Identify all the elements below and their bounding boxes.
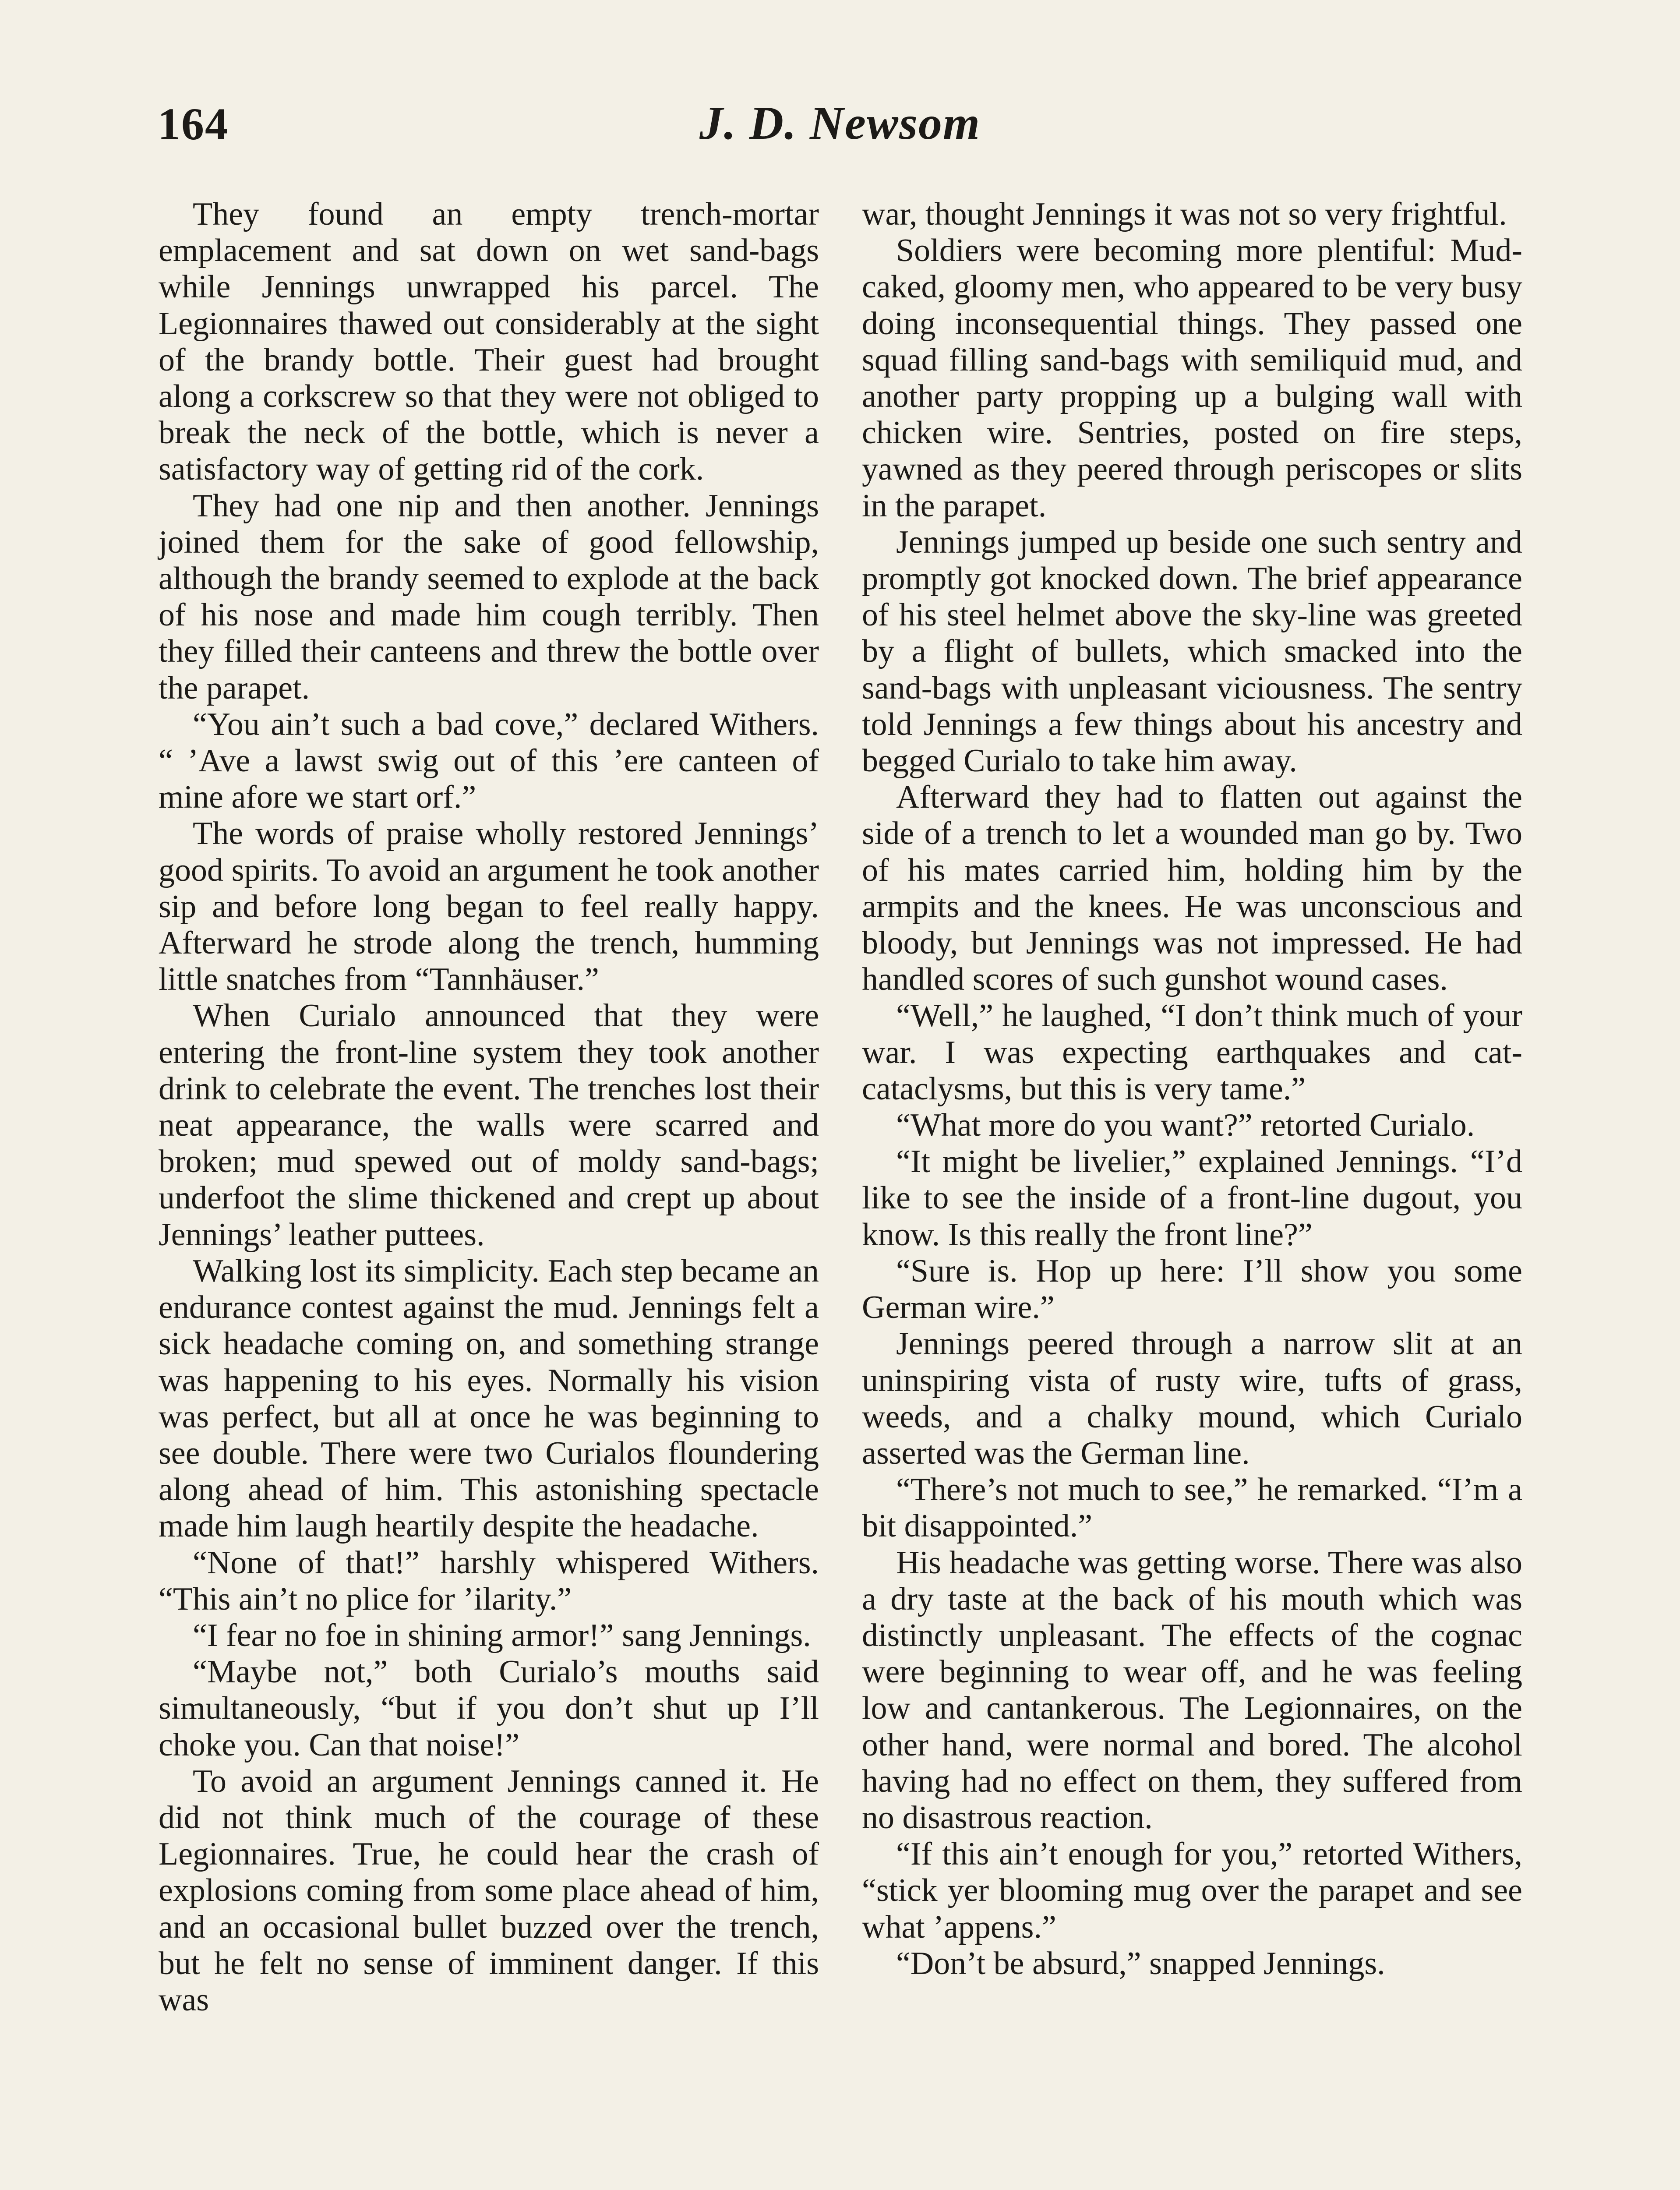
paragraph: The words of praise wholly restored Jennings’ good spirits. To avoid an argument he took another sip and before long began to feel really happy. Afterward he strode along the trench, humming little snatches from “Tannhäuser.” <box>159 816 819 998</box>
paragraph: Jennings jumped up beside one such sentry and promptly got knocked down. The brief appearance of his steel helmet above the sky-line was greeted by a flight of bullets, which smacked into the sand-bags with unpleasant viciousness. The sentry told Jennings a few things about his ancestry and begged Curialo to take him away. <box>862 524 1522 779</box>
paragraph-continued: war, thought Jennings it was not so very frightful. <box>862 196 1507 232</box>
paragraph: “I fear no foe in shining armor!” sang Jennings. <box>193 1617 811 1653</box>
paragraph: “None of that!” harshly whispered Withers. “This ain’t no plice for ’ilarity.” <box>159 1544 819 1617</box>
paragraph: “You ain’t such a bad cove,” declared Withers. “ ’Ave a lawst swig out of this ’ere canteen of mine afore we start orf.” <box>159 706 819 816</box>
paragraph: Afterward they had to flatten out against the side of a trench to let a wounded man go by. Two of his mates carried him, holding him by the armpits and the knees. He was unconscious and bloody, but Jennings was not impressed. He had handled scores of such gunshot wound cases. <box>862 779 1522 998</box>
paragraph: Walking lost its simplicity. Each step became an endurance contest against the mud. Jennings felt a sick headache coming on, and something strange was happening to his eyes. Normally his vision was perfect, but all at once he was beginning to see double. There were two Curialos floundering along ahead of him. This astonishing spectacle made him laugh heartily despite the headache. <box>159 1253 819 1544</box>
paragraph: “It might be livelier,” explained Jennings. “I’d like to see the inside of a front-line dugout, you know. Is this really the front line?” <box>862 1144 1522 1253</box>
paragraph: “If this ain’t enough for you,” retorted Withers, “stick yer blooming mug over the parapet and see what ’appens.” <box>862 1836 1522 1945</box>
page-number: 164 <box>158 99 229 149</box>
paragraph: “Don’t be absurd,” snapped Jennings. <box>896 1945 1385 1982</box>
paragraph: They had one nip and then another. Jennings joined them for the sake of good fellowship, although the brandy seemed to explode at the back of his nose and made him cough terribly. Then they filled their canteens and threw the bottle over the parapet. <box>159 487 819 706</box>
paragraph: To avoid an argument Jennings canned it. He did not think much of the courage of these Legionnaires. True, he could hear the crash of explosions coming from some place ahead of him, and an occasional bullet buzzed over the trench, but he felt no sense of imminent danger. If this was <box>159 1763 819 2018</box>
page-header <box>0 0 1680 184</box>
paragraph: “Maybe not,” both Curialo’s mouths said simultaneously, “but if you don’t shut up I’ll choke you. Can that noise!” <box>159 1654 819 1763</box>
text-column-left <box>159 196 819 2018</box>
paragraph: Jennings peered through a narrow slit at an uninspiring vista of rusty wire, tufts of grass, weeds, and a chalky mound, which Curialo asserted was the German line. <box>862 1326 1522 1471</box>
paragraph: His headache was getting worse. There was also a dry taste at the back of his mouth which was distinctly unpleasant. The effects of the cognac were beginning to wear off, and he was feeling low and cantankerous. The Legionnaires, on the other hand, were normal and bored. The alcohol having had no effect on them, they suffered from no disastrous reaction. <box>862 1544 1522 1836</box>
running-head-author: J. D. Newsom <box>699 97 981 149</box>
paragraph: They found an empty trench-mortar emplacement and sat down on wet sand-bags while Jennings unwrapped his parcel. The Legionnaires thawed out considerably at the sight of the brandy bottle. Their guest had brought along a corkscrew so that they were not obliged to break the neck of the bottle, which is never a satisfactory way of getting rid of the cork. <box>159 196 819 487</box>
paragraph: “Sure is. Hop up here: I’ll show you some German wire.” <box>862 1253 1522 1326</box>
paragraph: When Curialo announced that they were entering the front-line system they took another drink to celebrate the event. The trenches lost their neat appearance, the walls were scarred and broken; mud spewed out of moldy sand-bags; underfoot the slime thickened and crept up about Jennings’ leather puttees. <box>159 998 819 1253</box>
paragraph: “Well,” he laughed, “I don’t think much of your war. I was expecting earthquakes and cat-cataclysms, but this is very tame.” <box>862 998 1522 1107</box>
paragraph: “There’s not much to see,” he remarked. “I’m a bit disappointed.” <box>862 1472 1522 1544</box>
text-column-right <box>862 196 1522 1982</box>
paragraph: “What more do you want?” retorted Curialo. <box>896 1107 1475 1144</box>
paragraph: Soldiers were becoming more plentiful: Mud-caked, gloomy men, who appeared to be very busy doing inconsequential things. They passed one squad filling sand-bags with semiliquid mud, and another party propping up a bulging wall with chicken wire. Sentries, posted on fire steps, yawned as they peered through periscopes or slits in the parapet. <box>862 233 1522 524</box>
